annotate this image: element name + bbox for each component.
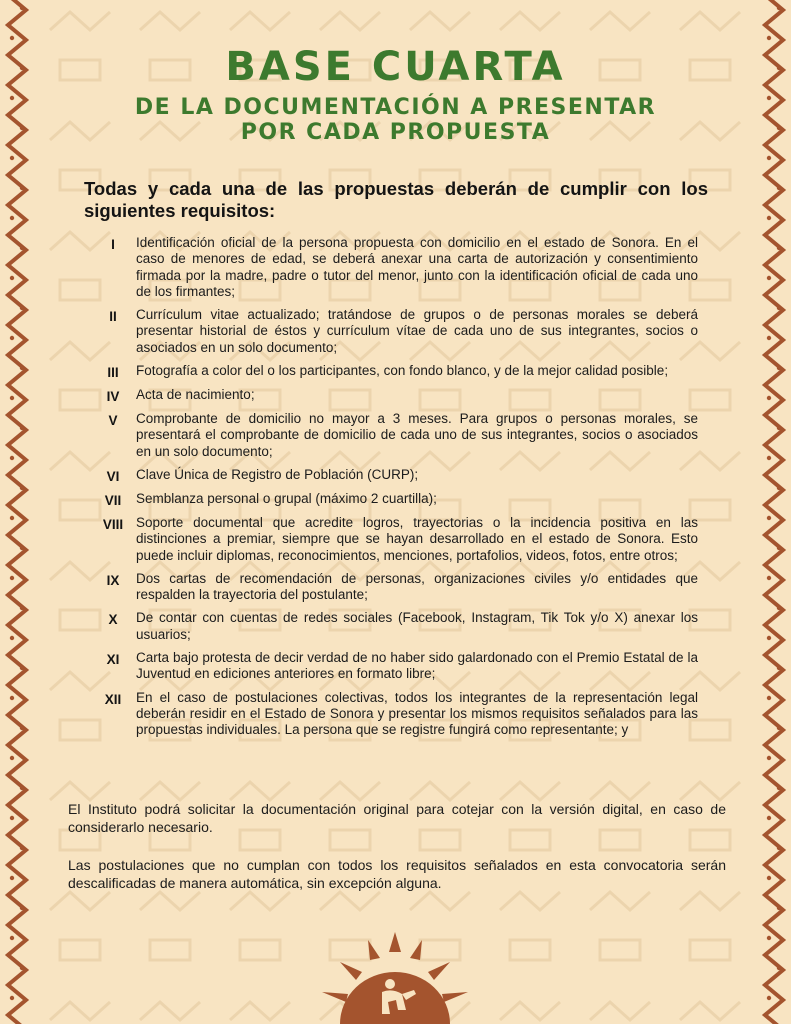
subtitle-line-1: DE LA DOCUMENTACIÓN A PRESENTAR — [134, 95, 657, 120]
requirement-number: VI — [106, 468, 120, 484]
page-title: BASE CUARTA — [225, 44, 566, 90]
requirement-number: IV — [106, 389, 120, 405]
requirement-number: I — [111, 237, 115, 252]
requirement-number: III — [107, 365, 119, 381]
requirement-item — [90, 650, 698, 683]
requirement-text: Fotografía a color del o los participantes, con fondo blanco, y de la mejor calidad posible; — [136, 363, 669, 379]
requirement-text: Acta de nacimiento; — [136, 387, 255, 403]
right-zigzag-border-icon — [755, 0, 791, 1024]
requirement-item — [90, 307, 698, 356]
requirement-item — [90, 363, 698, 380]
sun-figure-logo-icon — [310, 930, 480, 1024]
requirement-item — [90, 411, 698, 460]
requirement-item — [90, 467, 698, 484]
requirement-number: XII — [104, 691, 122, 707]
intro-text: Todas y cada una de las propuestas deberán de cumplir con los siguientes requisitos: — [84, 178, 708, 221]
requirement-text: Dos cartas de recomendación de personas, organizaciones civiles y/o entidades que respalden la trayectoria del postulante; — [136, 570, 698, 603]
left-zigzag-border-icon — [0, 0, 36, 1024]
requirement-item — [90, 515, 698, 564]
requirement-item — [90, 387, 698, 404]
requirements-list — [90, 235, 698, 746]
requirement-item — [90, 235, 698, 300]
subtitle-line-2: POR CADA PROPUESTA — [240, 120, 551, 145]
requirement-text: Comprobante de domicilio no mayor a 3 meses. Para grupos o personas morales, se presentará el comprobante de domicilio de cada uno de sus integrantes, socios o asociados en un solo documento; — [136, 411, 698, 459]
requirement-text: Currículum vitae actualizado; tratándose de grupos o de personas morales se deberá presentar historial de éstos y currículum vítae de cada uno de sus integrantes, socios o asociados en un solo documento; — [136, 307, 698, 355]
requirement-text: De contar con cuentas de redes sociales (Facebook, Instagram, Tik Tok y/o X) anexar los usuarios; — [136, 610, 698, 642]
requirement-text: Clave Única de Registro de Población (CURP); — [136, 466, 419, 482]
requirement-text: Carta bajo protesta de decir verdad de no haber sido galardonado con el Premio Estatal de la Juventud en ediciones anteriores en formato libre; — [136, 650, 698, 682]
requirement-item — [90, 491, 698, 508]
page-subtitle — [0, 95, 791, 145]
requirement-number: VII — [104, 492, 122, 508]
requirement-number: XI — [106, 652, 120, 668]
requirement-item — [90, 571, 698, 604]
note-original-documents: El Instituto podrá solicitar la documentación original para cotejar con la versión digital, en caso de considerarlo necesario. — [68, 801, 726, 835]
requirement-number: V — [108, 413, 118, 429]
requirement-text: Semblanza personal o grupal (máximo 2 cuartilla); — [136, 490, 437, 506]
requirement-item — [90, 690, 698, 739]
note-disqualification: Las postulaciones que no cumplan con todos los requisitos señalados en esta convocatoria serán descalificadas de manera automática, sin excepción alguna. — [68, 857, 726, 891]
requirement-text: En el caso de postulaciones colectivas, todos los integrantes de la representación legal deberán residir en el Estado de Sonora y presentar los mismos requisitos señalados para las propuestas individuales. La persona que se registre fungirá como representante; y — [136, 689, 698, 738]
requirement-number: VIII — [102, 516, 124, 532]
requirement-number: X — [108, 612, 118, 628]
requirement-text: Identificación oficial de la persona propuesta con domicilio en el estado de Sonora. En el caso de menores de edad, se deberá anexar una carta de autorización y consentimiento firmada por la madre, padre o tutor del menor, junto con la identificación oficial de cada uno de los firmantes; — [136, 235, 698, 299]
requirement-text: Soporte documental que acredite logros, trayectorias o la incidencia positiva en las distinciones a premiar, siempre que se hayan desarrollado en el estado de Sonora. Esto puede incluir diplomas, reconocimientos, menciones, portafolios, videos, fotos, entre otros; — [136, 514, 698, 563]
requirement-number: IX — [106, 572, 120, 588]
requirement-number: II — [109, 309, 117, 325]
requirement-item — [90, 610, 698, 643]
